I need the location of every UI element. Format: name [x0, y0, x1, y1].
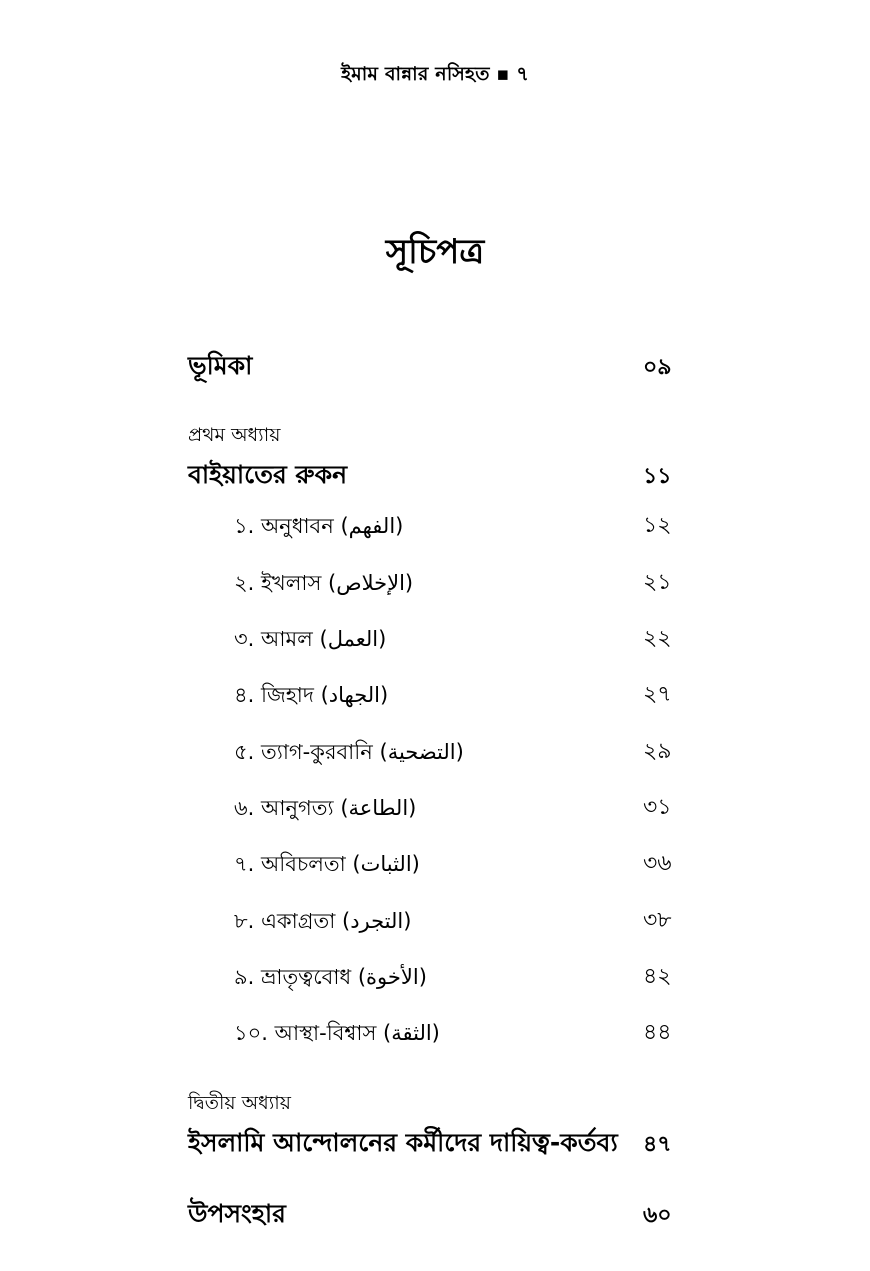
running-header: ইমাম বান্নার নসিহত ▪ ৭: [341, 63, 529, 85]
toc-subentry-label: ১০. আস্থা-বিশ্বাস (الثقة): [234, 1021, 440, 1045]
page-title: সূচিপত্র: [385, 232, 485, 272]
toc-subentry-label: ৭. অবিচলতা (الثبات): [234, 852, 420, 876]
toc-subentry-page: ৪২: [643, 964, 672, 989]
chapter-2-label: দ্বিতীয় অধ্যায়: [188, 1092, 291, 1114]
toc-subentry-page: ৩৬: [643, 851, 672, 876]
toc-subentry-label: ৩. আমল (العمل): [234, 627, 387, 651]
toc-entry-page: ৬০: [643, 1203, 672, 1228]
toc-subentry-page: ৩১: [643, 795, 672, 820]
toc-entry-label: ভূমিকা: [188, 351, 253, 380]
toc-subentry-page: ২২: [643, 626, 672, 651]
toc-subentry-label: ৪. জিহাদ (الجهاد): [234, 683, 389, 707]
toc-entry-page: ০৯: [643, 355, 672, 380]
toc-subentry-label: ২. ইখলাস (الإخلاص): [234, 571, 414, 595]
toc-subentry-label: ৫. ত্যাগ-কুরবানি (التضحية): [234, 740, 464, 764]
chapter-1-label: প্রথম অধ্যায়: [188, 424, 281, 446]
toc-subentry-page: ২৯: [643, 739, 672, 764]
toc-entry-label: ইসলামি আন্দোলনের কর্মীদের দায়িত্ব-কর্তব্য: [188, 1128, 618, 1157]
toc-subentry-page: ৪৪: [643, 1020, 672, 1045]
toc-subentry-label: ৯. ভ্রাতৃত্ববোধ (الأخوة): [234, 965, 427, 989]
toc-entry-page: ৪৭: [643, 1132, 672, 1157]
toc-subentry-page: ৩৮: [643, 908, 672, 933]
toc-subentry-label: ৮. একাগ্রতা (التجرد): [234, 909, 412, 933]
toc-entry-label: বাইয়াতের রুকন: [188, 460, 347, 489]
toc-subentry-page: ২৭: [643, 682, 672, 707]
toc-entry-page: ১১: [643, 464, 672, 489]
toc-subentry-page: ১২: [643, 513, 672, 538]
toc-subentry-label: ১. অনুধাবন (الفهم): [234, 514, 404, 538]
toc-subentry-page: ২১: [643, 570, 672, 595]
toc-subentry-label: ৬. আনুগত্য (الطاعة): [234, 796, 417, 820]
toc-entry-label: উপসংহার: [188, 1199, 286, 1228]
